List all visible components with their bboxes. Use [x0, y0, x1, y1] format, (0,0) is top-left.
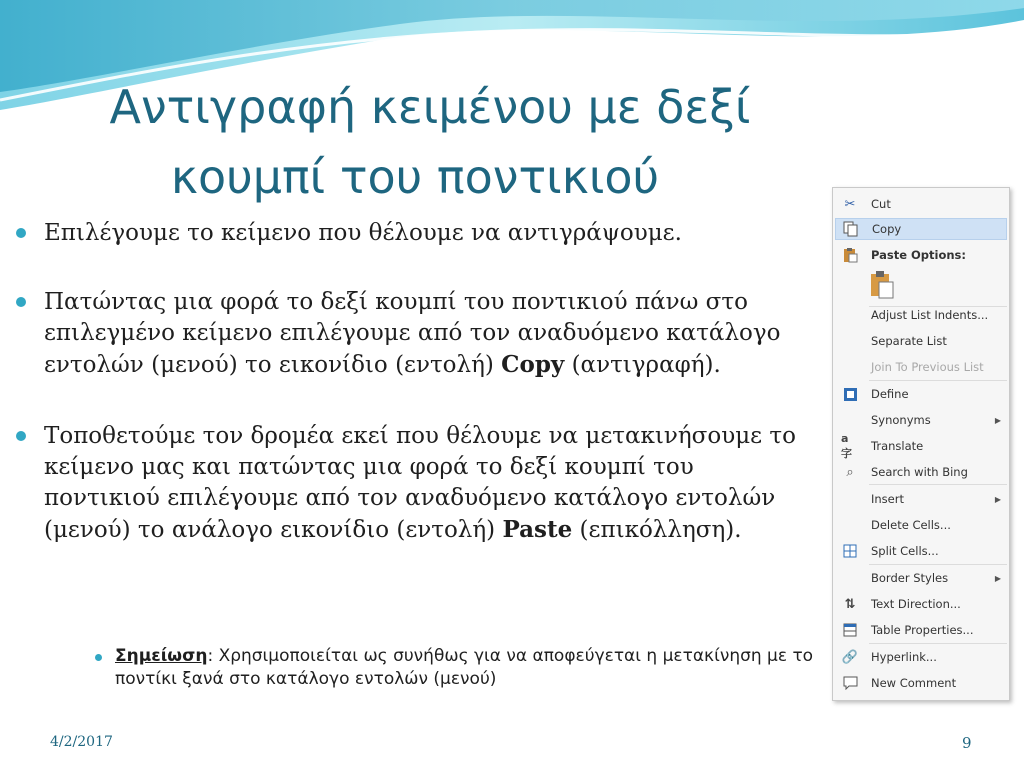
copy-icon: [842, 220, 860, 238]
menu-separator: [869, 643, 1007, 644]
slide-title: [40, 72, 820, 212]
menu-item-copy[interactable]: Copy: [835, 218, 1007, 240]
menu-item-translate[interactable]: a字 Translate: [841, 431, 924, 460]
bullet-text: (επικόλληση).: [572, 517, 742, 543]
menu-item-insert[interactable]: Insert ▶: [871, 492, 1001, 506]
bullet-text: (αντιγραφή).: [564, 352, 721, 378]
link-icon: 🔗: [841, 649, 859, 665]
menu-item-join-to-previous-list: Join To Previous List: [871, 360, 984, 374]
slide-number: 9: [962, 734, 972, 752]
title-line-1: Αντιγραφή κειμένου με δεξί: [109, 80, 751, 134]
menu-item-paste-options: Paste Options:: [835, 244, 1007, 266]
menu-item-search-with-bing[interactable]: ⌕ Search with Bing: [835, 461, 1007, 483]
menu-item-table-properties[interactable]: Table Properties...: [835, 619, 1007, 641]
slide-date: 4/2/2017: [50, 734, 113, 750]
paste-keep-formatting-icon[interactable]: [869, 270, 895, 300]
bullet-bold-term: Copy: [501, 351, 565, 378]
bullet-bold-term: Paste: [502, 516, 573, 543]
menu-item-new-comment[interactable]: New Comment: [835, 672, 1007, 694]
bullet-text: Τοποθετούμε τον δρομέα εκεί που θέλουμε να μετακινήσουμε το κείμενο μας και πατώντας μια φορά το δεξί κουμπί του ποντικιού επιλέγουμε από τον αναδυόμενο κατάλογο εντολών (μενού) το ανάλογο εικονίδιο (εντολή): [44, 423, 796, 543]
menu-item-text-direction[interactable]: ⇅ Text Direction...: [835, 593, 1007, 615]
submenu-arrow-icon: ▶: [994, 494, 1001, 504]
magnifier-icon: ⌕: [846, 464, 854, 480]
table-icon: [841, 621, 859, 639]
grid-icon: [841, 542, 859, 560]
bullet-dot-icon: [16, 228, 26, 238]
scissors-icon: ✂: [844, 196, 856, 212]
bullet-dot-icon: [95, 654, 102, 661]
title-line-2: κουμπί του ποντικιού: [170, 150, 660, 204]
menu-item-separate-list[interactable]: Separate List: [871, 334, 947, 348]
comment-icon: [841, 674, 859, 692]
menu-item-cut[interactable]: ✂ Cut: [835, 193, 1007, 215]
translate-icon: a字: [841, 431, 852, 460]
text-direction-icon: ⇅: [844, 596, 856, 612]
sub-bullet-note: [95, 645, 825, 691]
book-icon: [841, 385, 859, 403]
menu-item-split-cells[interactable]: Split Cells...: [835, 540, 1007, 562]
note-text: : Χρησιμοποιείται ως συνήθως για να αποφεύγεται η μετακίνηση με το ποντίκι ξανά στο κατάλογο εντολών (μενού): [115, 646, 814, 689]
menu-item-adjust-list-indents[interactable]: Adjust List Indents...: [871, 308, 989, 322]
menu-item-delete-cells[interactable]: Delete Cells...: [871, 518, 951, 532]
context-menu: [832, 187, 1010, 701]
clipboard-icon: [841, 246, 859, 264]
bullet-list: [14, 218, 814, 580]
menu-separator: [869, 380, 1007, 381]
note-label: Σημείωση: [115, 646, 208, 666]
menu-item-synonyms[interactable]: Synonyms ▶: [871, 413, 1001, 427]
menu-item-border-styles[interactable]: Border Styles ▶: [871, 571, 1001, 585]
submenu-arrow-icon: ▶: [994, 573, 1001, 583]
bullet-text: Επιλέγουμε το κείμενο που θέλουμε να αντιγράψουμε.: [44, 220, 682, 246]
bullet-item: [14, 287, 814, 381]
submenu-arrow-icon: ▶: [994, 415, 1001, 425]
menu-separator: [869, 564, 1007, 565]
bullet-item: [14, 218, 814, 249]
menu-separator: [869, 484, 1007, 485]
bullet-dot-icon: [16, 431, 26, 441]
menu-item-define[interactable]: Define: [835, 383, 1007, 405]
bullet-text: Πατώντας μια φορά το δεξί κουμπί του ποντικιού πάνω στο επιλεγμένο κείμενο επιλέγουμε από τον αναδυόμενο κατάλογο εντολών (μενού) το εικονίδιο (εντολή): [44, 289, 781, 378]
bullet-dot-icon: [16, 297, 26, 307]
menu-item-hyperlink[interactable]: 🔗 Hyperlink...: [841, 649, 937, 665]
bullet-item: [14, 421, 814, 546]
